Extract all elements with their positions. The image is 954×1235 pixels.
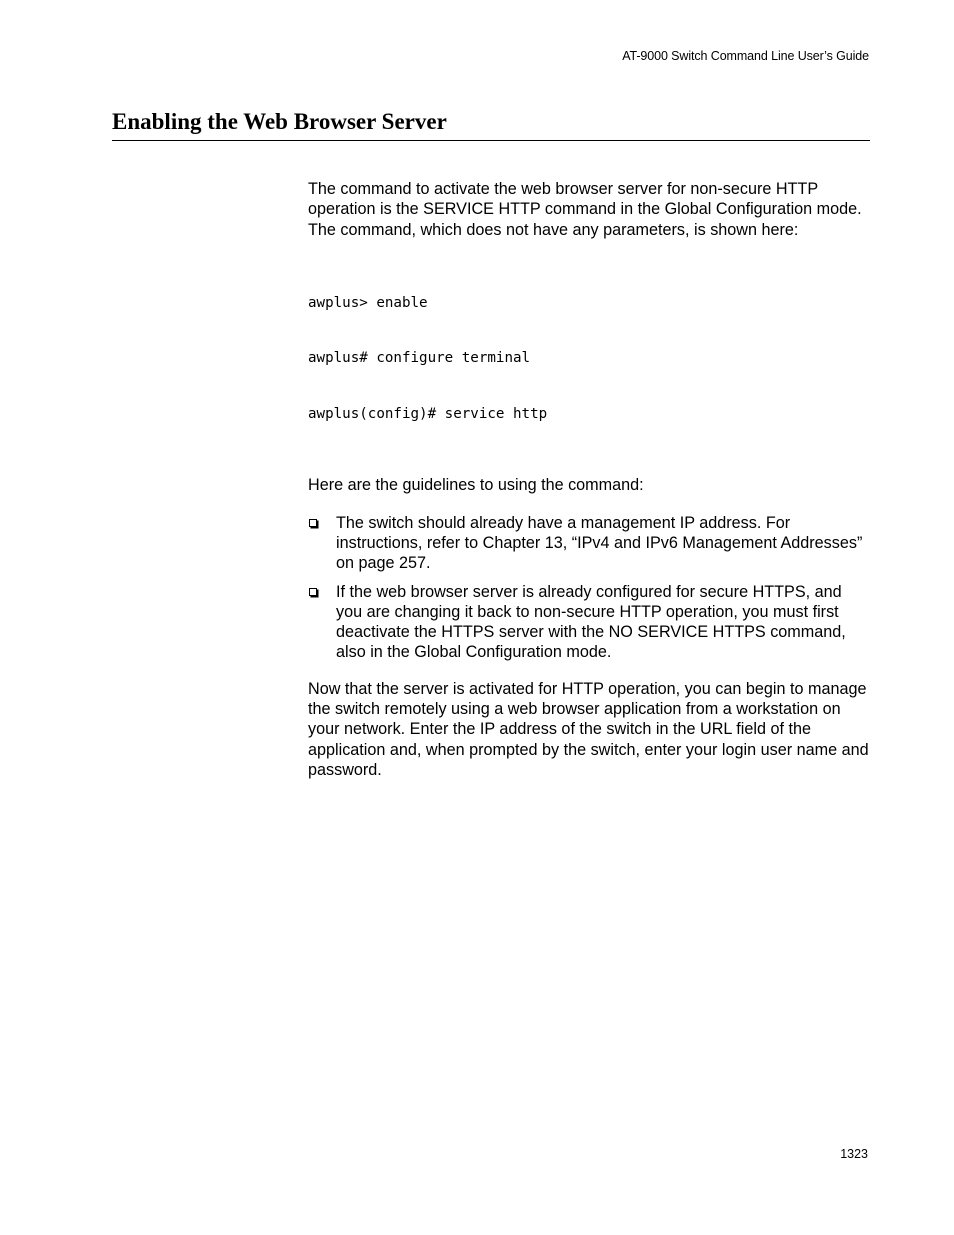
command-example bbox=[308, 257, 870, 461]
code-line: awplus# configure terminal bbox=[308, 350, 531, 367]
checkbox-bullet-icon bbox=[309, 519, 317, 527]
list-item-text: The switch should already have a management IP address. For instructions, refer to Chapter 13, “IPv4 and IPv6 Management Addresses” on page 257. bbox=[336, 513, 863, 573]
closing-paragraph: Now that the server is activated for HTTP operation, you can begin to manage the switch remotely using a web browser application from a workstation on your network. Enter the IP address of the switch in the URL field of the application and, when prompted by the switch, enter your login user name and password. bbox=[308, 679, 869, 779]
intro-paragraph: The command to activate the web browser server for non-secure HTTP operation is the SERVICE HTTP command in the Global Configuration mode. The command, which does not have any parameters, is shown here: bbox=[308, 180, 862, 239]
section-title: Enabling the Web Browser Server bbox=[112, 109, 447, 134]
list-item bbox=[308, 582, 870, 663]
guidelines-intro: Here are the guidelines to using the command: bbox=[308, 476, 644, 495]
code-line: awplus> enable bbox=[308, 294, 428, 311]
content-body bbox=[308, 179, 870, 780]
guidelines-list bbox=[308, 513, 870, 663]
running-header: AT-9000 Switch Command Line User’s Guide bbox=[622, 49, 869, 63]
checkbox-bullet-icon bbox=[309, 588, 317, 596]
list-item bbox=[308, 513, 870, 574]
list-item-text: If the web browser server is already configured for secure HTTPS, and you are changing it back to non-secure HTTP operation, you must first deactivate the HTTPS server with the NO SERVICE HTTPS command, also in the Global Configuration mode. bbox=[336, 582, 846, 662]
title-rule bbox=[112, 140, 870, 141]
code-line: awplus(config)# service http bbox=[308, 405, 548, 422]
page-number: 1323 bbox=[840, 1147, 868, 1161]
